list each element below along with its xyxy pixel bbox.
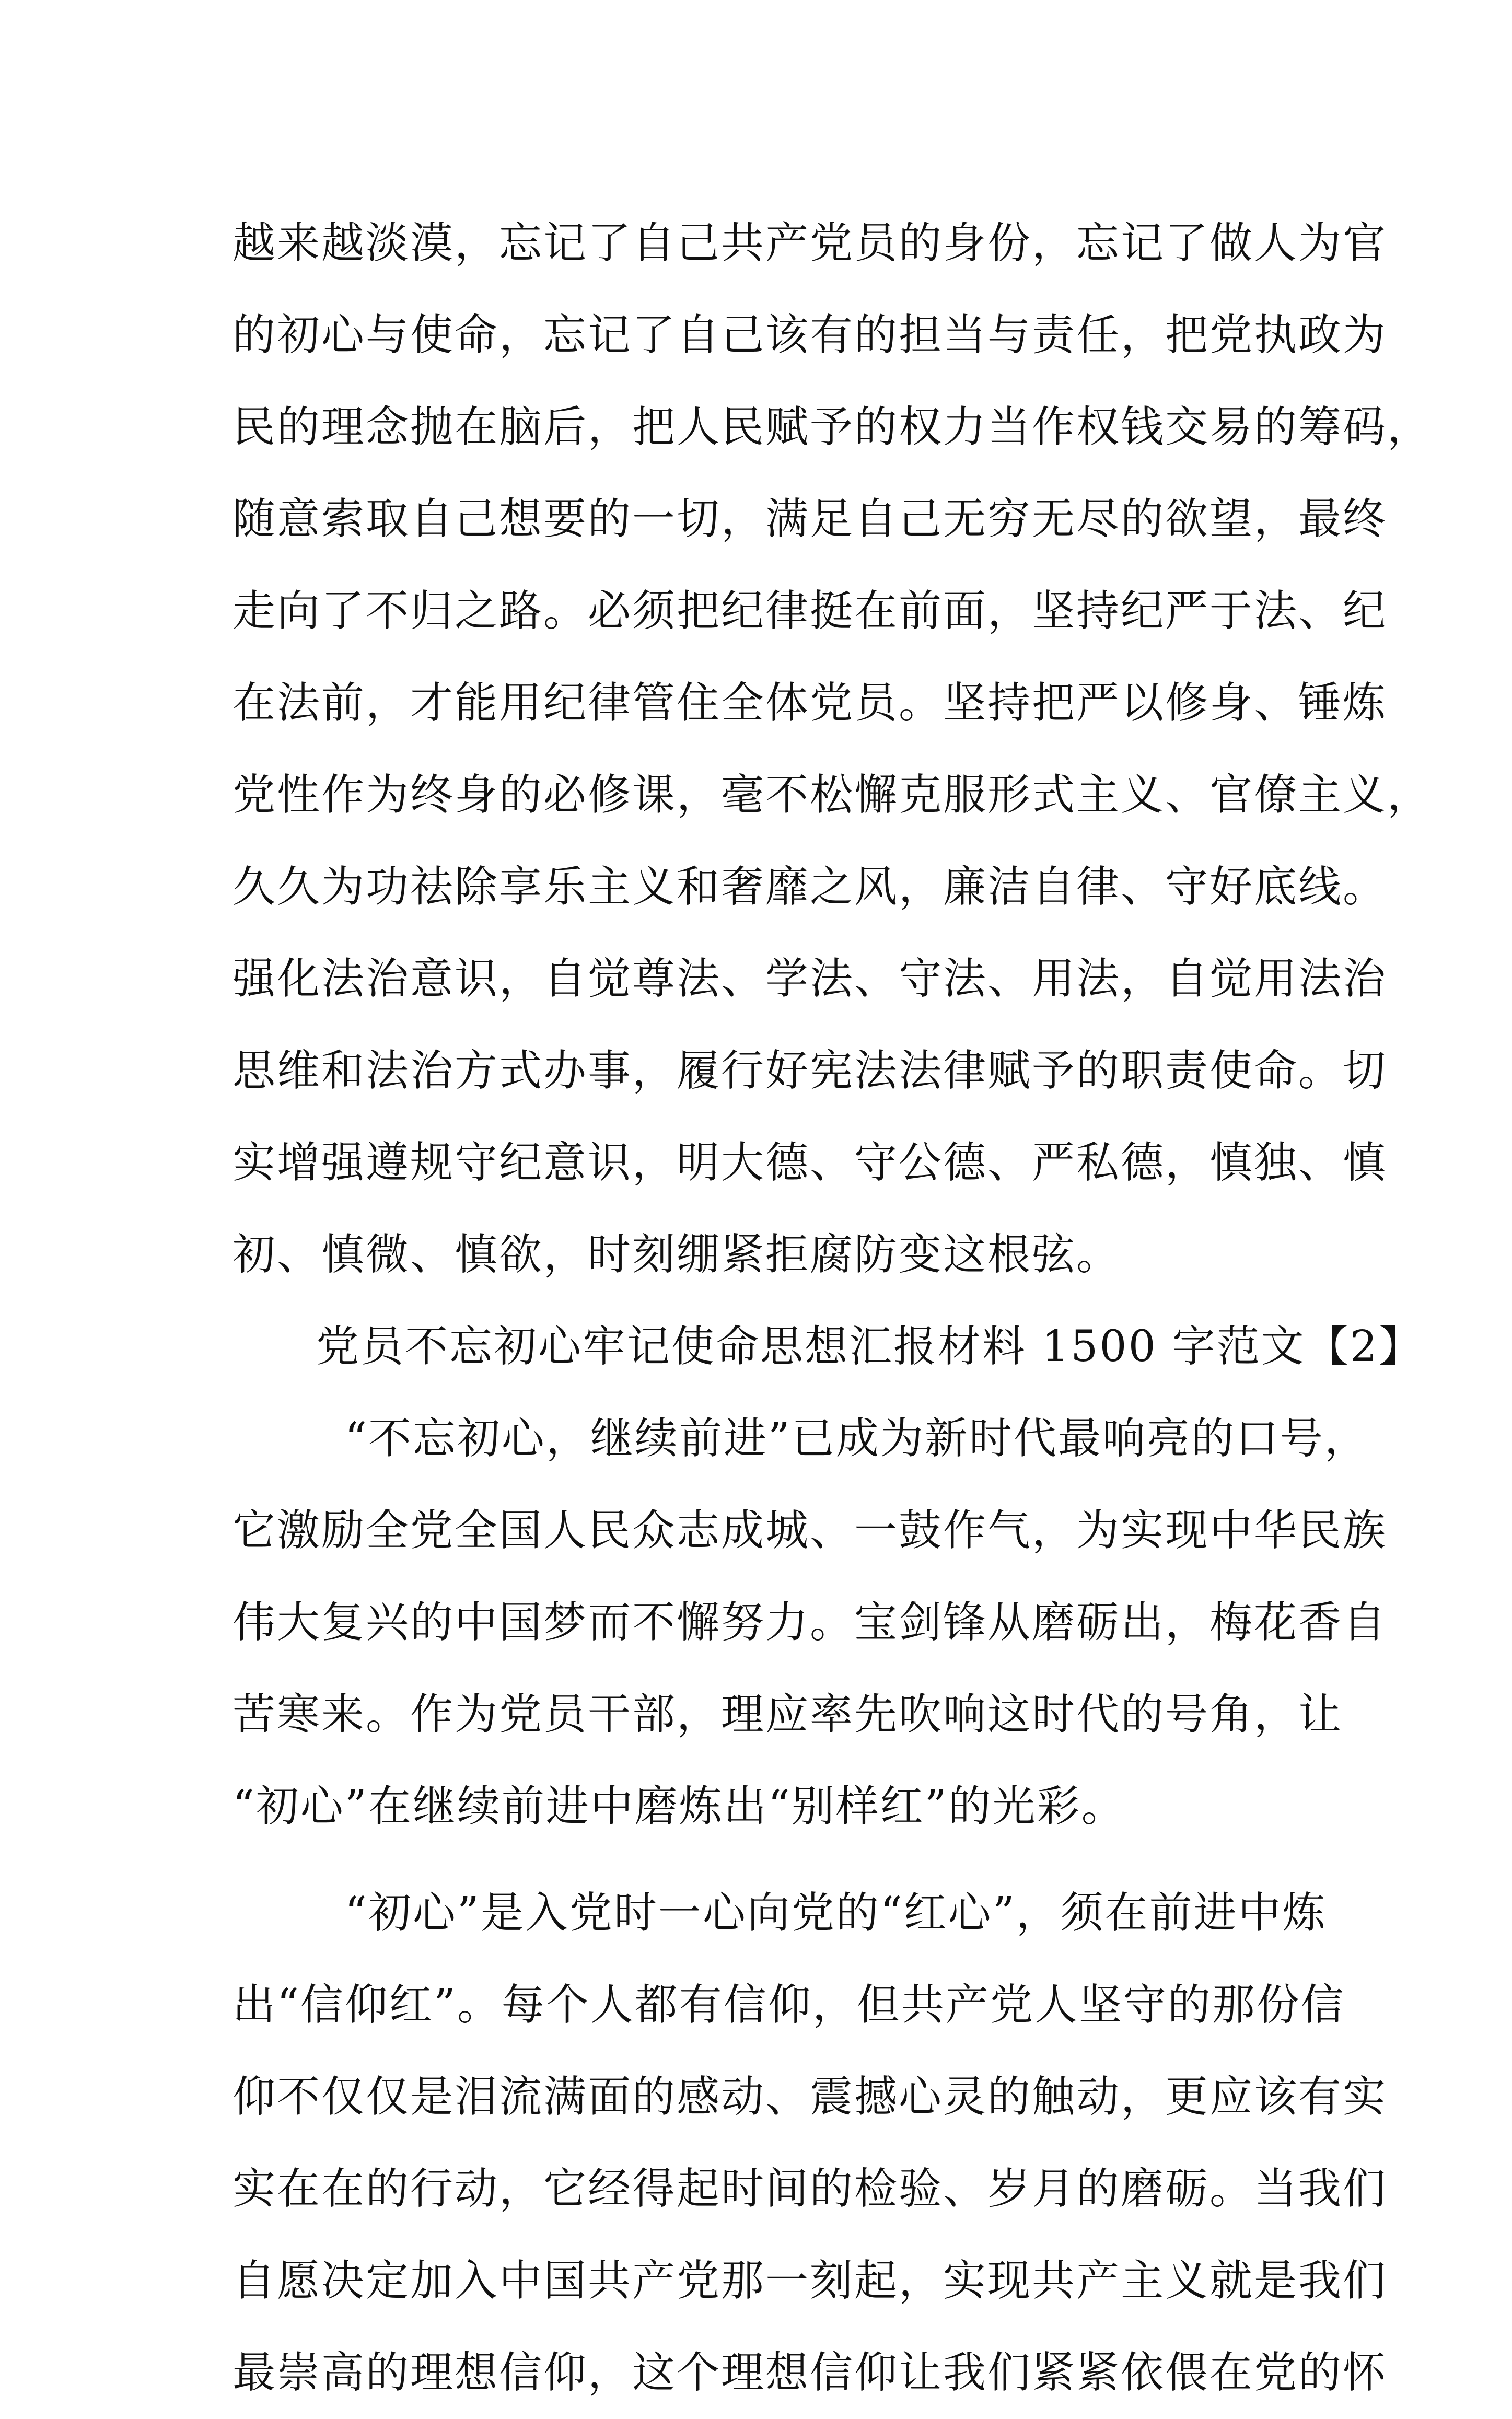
paragraph-line: 苦寒来。作为党员干部，理应率先吹响这时代的号角，让 bbox=[232, 1690, 1343, 1739]
paragraph-line: 初、慎微、慎欲，时刻绷紧拒腐防变这根弦。 bbox=[232, 1230, 1121, 1280]
paragraph-line: 自愿决定加入中国共产党那一刻起，实现共产主义就是我们 bbox=[232, 2256, 1388, 2306]
paragraph-line: 强化法治意识，自觉尊法、学法、守法、用法，自觉用法治 bbox=[232, 954, 1388, 1004]
paragraph-line: 民的理念抛在脑后，把人民赋予的权力当作权钱交易的筹码， bbox=[232, 402, 1432, 452]
paragraph-line: 随意索取自己想要的一切，满足自己无穷无尽的欲望，最终 bbox=[232, 494, 1388, 544]
paragraph-line: 实增强遵规守纪意识，明大德、守公德、严私德，慎独、慎 bbox=[232, 1138, 1388, 1188]
paragraph-line: “不忘初心，继续前进”已成为新时代最响亮的口号， bbox=[345, 1414, 1369, 1463]
paragraph-line: “初心”是入党时一心向党的“红心”，须在前进中炼 bbox=[345, 1888, 1327, 1938]
document-body bbox=[232, 197, 1432, 2419]
paragraph-line: 出“信仰红”。每个人都有信仰，但共产党人坚守的那份信 bbox=[232, 1980, 1345, 2030]
paragraph-line: 它激励全党全国人民众志成城、一鼓作气，为实现中华民族 bbox=[232, 1506, 1388, 1555]
paragraph-line: 在法前，才能用纪律管住全体党员。坚持把严以修身、锤炼 bbox=[232, 678, 1388, 728]
section-title: 党员不忘初心牢记使命思想汇报材料 1500 字范文【2】 bbox=[316, 1322, 1423, 1371]
paragraph-line: 实在在的行动，它经得起时间的检验、岁月的磨砺。当我们 bbox=[232, 2164, 1388, 2214]
paragraph-line: 最崇高的理想信仰，这个理想信仰让我们紧紧依偎在党的怀 bbox=[232, 2348, 1388, 2398]
paragraph-line: 仰不仅仅是泪流满面的感动、震撼心灵的触动，更应该有实 bbox=[232, 2072, 1388, 2122]
paragraph-line: 的初心与使命，忘记了自己该有的担当与责任，把党执政为 bbox=[232, 310, 1388, 360]
paragraph-line: 党性作为终身的必修课，毫不松懈克服形式主义、官僚主义， bbox=[232, 770, 1432, 820]
paragraph-line: 思维和法治方式办事，履行好宪法法律赋予的职责使命。切 bbox=[232, 1046, 1388, 1096]
paragraph-line: 久久为功祛除享乐主义和奢靡之风，廉洁自律、守好底线。 bbox=[232, 862, 1388, 912]
paragraph-line: “初心”在继续前进中磨炼出“别样红”的光彩。 bbox=[232, 1782, 1126, 1831]
paragraph-line: 走向了不归之路。必须把纪律挺在前面，坚持纪严于法、纪 bbox=[232, 586, 1388, 636]
paragraph-line: 伟大复兴的中国梦而不懈努力。宝剑锋从磨砺出，梅花香自 bbox=[232, 1598, 1388, 1647]
paragraph-spacing bbox=[232, 1853, 1330, 1867]
paragraph-line: 越来越淡漠，忘记了自己共产党员的身份，忘记了做人为官 bbox=[232, 218, 1388, 268]
